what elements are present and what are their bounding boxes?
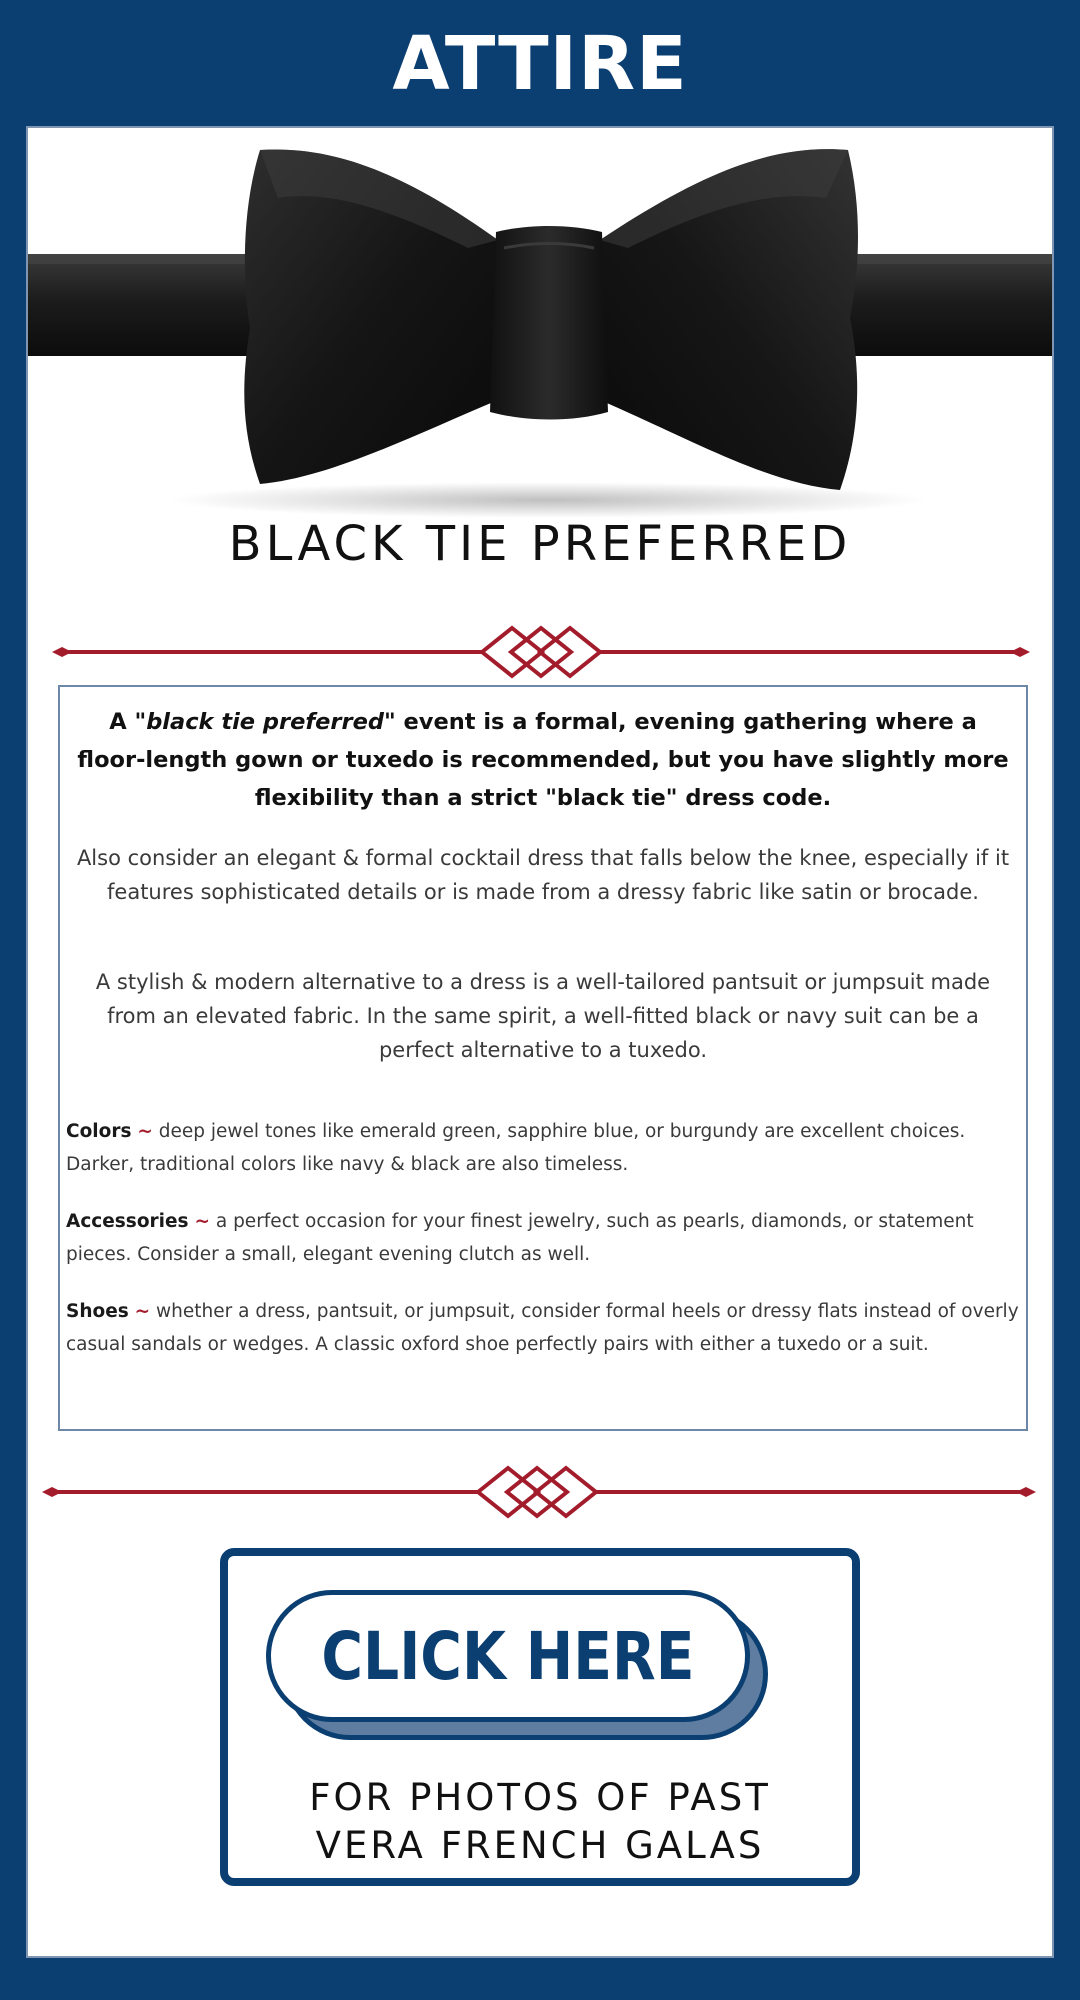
ornamental-divider-icon	[42, 1462, 1036, 1522]
attire-description-box	[58, 685, 1028, 1431]
detail-separator: ~	[134, 1301, 151, 1322]
detail-accessories	[66, 1205, 1020, 1271]
lead-paragraph	[74, 703, 1012, 817]
bow-tie-icon	[28, 128, 1052, 518]
detail-term: Accessories	[66, 1211, 189, 1232]
click-here-label: CLICK HERE	[321, 1617, 695, 1695]
click-here-button[interactable]	[266, 1590, 750, 1722]
pantsuit-paragraph: A stylish & modern alternative to a dress is a well-tailored pantsuit or jumpsuit made from an elevated fabric. In the same spirit, a well-fitted black or navy suit can be a perfect alternative to a tuxedo.	[95, 970, 991, 1062]
detail-shoes	[66, 1295, 1020, 1361]
detail-term: Colors	[66, 1121, 132, 1142]
page-title: ATTIRE	[392, 21, 688, 107]
cocktail-dress-paragraph: Also consider an elegant & formal cocktail dress that falls below the knee, especially if it features sophisticated details or is made from a dressy fabric like satin or brocade.	[76, 846, 1010, 904]
gala-photos-link[interactable]	[220, 1548, 860, 1886]
detail-separator: ~	[137, 1121, 153, 1142]
detail-colors	[66, 1115, 1020, 1181]
cta-caption	[228, 1774, 852, 1870]
cta-caption-line: VERA FRENCH GALAS	[315, 1824, 765, 1867]
lead-prefix: A "	[109, 709, 147, 735]
dress-code-heading: BLACK TIE PREFERRED	[228, 516, 852, 572]
bow-tie-image	[28, 128, 1052, 518]
detail-separator: ~	[194, 1211, 210, 1232]
detail-text: a perfect occasion for your finest jewelry, such as pearls, diamonds, or statement pieces. Consider a small, elegant evening clutch as well.	[66, 1211, 974, 1265]
lead-emphasis: black tie preferred	[146, 709, 384, 735]
lead-suffix: " event is a formal, evening gathering where a floor-length gown or tuxedo is recommended, but you have slightly more flexibility than a strict "black tie" dress code.	[77, 709, 1009, 811]
content-card	[26, 126, 1054, 1958]
detail-text: deep jewel tones like emerald green, sapphire blue, or burgundy are excellent choices. Darker, traditional colors like navy & black are also timeless.	[66, 1121, 966, 1175]
detail-text: whether a dress, pantsuit, or jumpsuit, consider formal heels or dressy flats instead of overly casual sandals or wedges. A classic oxford shoe perfectly pairs with either a tuxedo or a suit.	[66, 1301, 1019, 1355]
detail-term: Shoes	[66, 1301, 129, 1322]
ornamental-divider-icon	[52, 622, 1030, 682]
cta-caption-line: FOR PHOTOS OF PAST	[309, 1776, 771, 1819]
